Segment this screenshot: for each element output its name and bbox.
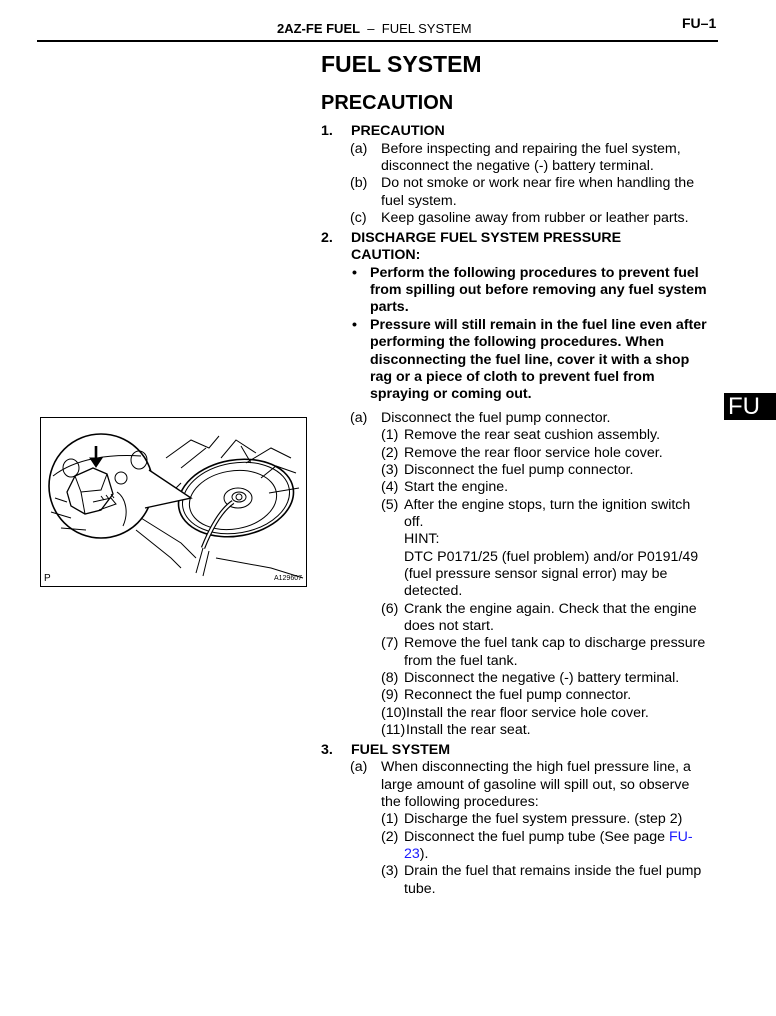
caution-bullet: • [352, 317, 357, 333]
item-text: When disconnecting the high fuel pressure line, a [381, 759, 691, 775]
item-text: Disconnect the fuel pump connector. [381, 410, 611, 426]
step-title: DISCHARGE FUEL SYSTEM PRESSURE [351, 230, 622, 246]
substep-text: Crank the engine again. Check that the engine [404, 601, 697, 617]
hint-label: HINT: [404, 531, 440, 547]
hint-text: detected. [404, 583, 463, 599]
substep-label: (2) [381, 829, 399, 845]
item-text: fuel system. [381, 193, 457, 209]
substep-label: (7) [381, 635, 399, 651]
step-number: 3. [321, 742, 333, 758]
item-label: (c) [350, 210, 367, 226]
substep-text: Disconnect the negative (-) battery terminal. [404, 670, 680, 686]
substep-label: (1) [381, 811, 399, 827]
substep-text: from the fuel tank. [404, 653, 518, 669]
substep-label: (6) [381, 601, 399, 617]
substep-label: (8) [381, 670, 399, 686]
substep-text [404, 846, 428, 863]
substep-text: Remove the rear floor service hole cover. [404, 445, 663, 461]
substep-label: (3) [381, 462, 399, 478]
substep-text: Drain the fuel that remains inside the fuel pump [404, 863, 702, 879]
substep-text: off. [404, 514, 424, 530]
item-label: (b) [350, 175, 368, 191]
caution-label: CAUTION: [351, 247, 421, 263]
substep-text: After the engine stops, turn the ignition switch [404, 497, 691, 513]
caution-text: Perform the following procedures to prevent fuel [370, 265, 699, 281]
page-link-fu-23[interactable]: FU- [669, 829, 693, 845]
section-title: PRECAUTION [321, 92, 454, 114]
substep-text-after: ). [419, 846, 429, 862]
caution-bullet: • [352, 265, 357, 281]
section-tab [724, 393, 776, 420]
caution-text: performing the following procedures. When [370, 334, 665, 350]
item-label: (a) [350, 141, 368, 157]
substep-text: Discharge the fuel system pressure. (step 2) [404, 811, 683, 827]
section-tab-label: FU [728, 393, 760, 420]
substep-text: Start the engine. [404, 479, 509, 495]
substep-label: (9) [381, 687, 399, 703]
item-label: (a) [350, 759, 368, 775]
substep-text [404, 829, 693, 846]
caution-text: disconnecting the fuel line, cover it with a shop [370, 352, 690, 368]
substep-text: Install the rear seat. [406, 722, 531, 738]
item-text: Before inspecting and repairing the fuel system, [381, 141, 681, 157]
step-number: 1. [321, 123, 333, 139]
step-title: FUEL SYSTEM [351, 742, 451, 758]
substep-text: tube. [404, 881, 436, 897]
item-text: large amount of gasoline will spill out, so observe [381, 777, 690, 793]
substep-label: (10) [381, 705, 407, 721]
substep-text: does not start. [404, 618, 494, 634]
running-header-title [277, 21, 472, 36]
substep-label: (3) [381, 863, 399, 879]
substep-text: Disconnect the fuel pump connector. [404, 462, 634, 478]
hint-text: DTC P0171/25 (fuel problem) and/or P0191/49 [404, 549, 699, 565]
item-label: (a) [350, 410, 368, 426]
substep-text: Reconnect the fuel pump connector. [404, 687, 632, 703]
substep-label: (5) [381, 497, 399, 513]
substep-text: Remove the fuel tank cap to discharge pressure [404, 635, 706, 651]
figure-id: A129607 [273, 575, 302, 582]
substep-label: (11) [381, 722, 406, 738]
substep-text-before: Disconnect the fuel pump tube (See page [404, 829, 670, 845]
item-text: Do not smoke or work near fire when handling the [381, 175, 695, 191]
figure-illustration [40, 417, 307, 587]
substep-text: Remove the rear seat cushion assembly. [404, 427, 661, 443]
header-model: 2AZ-FE FUEL [277, 21, 361, 36]
header-rule [37, 40, 718, 42]
item-text: the following procedures: [381, 794, 539, 810]
caution-text: Pressure will still remain in the fuel line even after [370, 317, 707, 333]
step-number: 2. [321, 230, 333, 246]
fuel-pump-connector-illustration-icon [41, 418, 306, 586]
caution-text: spraying or coming out. [370, 386, 532, 402]
substep-text: Install the rear floor service hole cover. [406, 705, 649, 721]
caution-text: parts. [370, 299, 409, 315]
page-title: FUEL SYSTEM [321, 51, 482, 77]
page-number: FU–1 [682, 15, 717, 31]
caution-text: from spilling out before removing any fuel system [370, 282, 707, 298]
substep-label: (4) [381, 479, 399, 495]
item-text: Keep gasoline away from rubber or leather parts. [381, 210, 689, 226]
substep-label: (1) [381, 427, 399, 443]
step-title: PRECAUTION [351, 123, 445, 139]
figure-corner-label: P [44, 573, 51, 584]
header-section: FUEL SYSTEM [381, 21, 472, 36]
substep-label: (2) [381, 445, 399, 461]
caution-text: rag or a piece of cloth to prevent fuel from [370, 369, 655, 385]
page-link-fu-23-cont[interactable]: 23 [404, 846, 420, 862]
hint-text: (fuel pressure sensor signal error) may be [404, 566, 668, 582]
item-text: disconnect the negative (-) battery terminal. [381, 158, 654, 174]
header-separator: – [367, 21, 375, 36]
